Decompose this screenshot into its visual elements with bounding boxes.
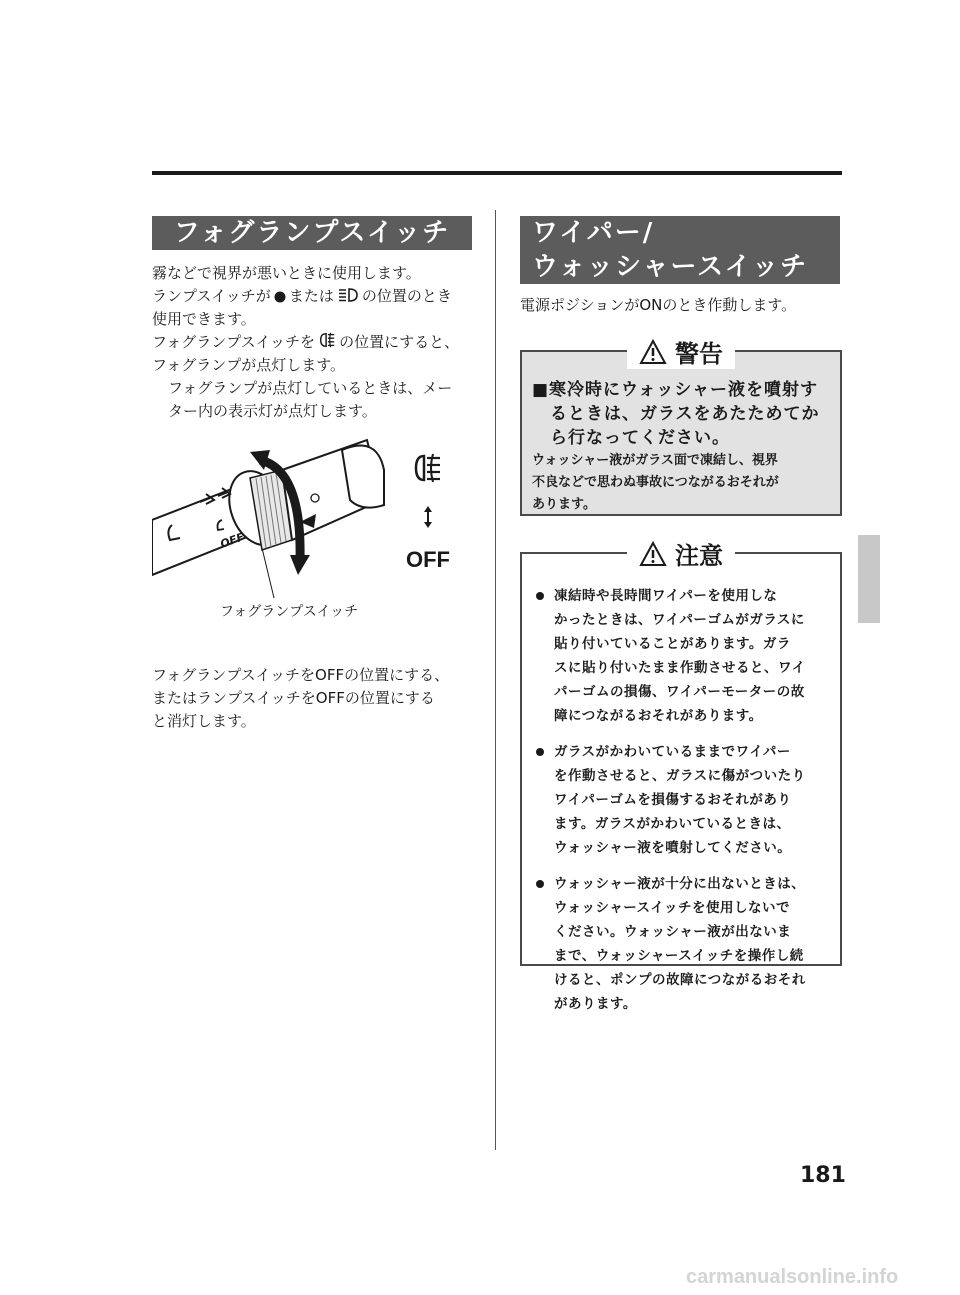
figure-caption: フォグランプスイッチ bbox=[220, 604, 359, 620]
section-heading-line: ウォッシャースイッチ bbox=[532, 252, 809, 282]
warning-title-text: 警告 bbox=[675, 340, 723, 368]
warning-body-line: あります。 bbox=[532, 497, 596, 512]
intro-line-with-icons bbox=[152, 285, 482, 308]
wiper-intro bbox=[520, 294, 840, 317]
caution-line: 貼り付いていることがあります。ガラ bbox=[554, 636, 791, 652]
bullet-icon bbox=[536, 748, 544, 756]
intro-note-line: フォグランプが点灯しているときは、メー bbox=[168, 379, 453, 397]
caution-line: ガラスがかわいているままでワイパー bbox=[554, 744, 791, 760]
outro-line: フォグランプスイッチをOFFの位置にする、 bbox=[152, 666, 450, 684]
intro-note-line: ター内の表示灯が点灯します。 bbox=[168, 402, 377, 420]
caution-line: ます。ガラスがかわいているときは、 bbox=[554, 816, 791, 832]
caution-line: があります。 bbox=[554, 996, 637, 1012]
outro-line: と消灯します。 bbox=[152, 712, 256, 730]
caution-line: ウォッシャー液が十分に出ないときは、 bbox=[554, 876, 806, 892]
headlight-icon bbox=[337, 287, 359, 303]
warning-heading-line: るときは、ガラスをあたためてか bbox=[550, 404, 820, 424]
section-heading-text: フォグランプスイッチ bbox=[173, 218, 451, 248]
filled-circle-icon bbox=[274, 291, 286, 303]
warning-box bbox=[520, 340, 842, 516]
caution-content bbox=[530, 584, 834, 1028]
intro-text: フォグランプスイッチを bbox=[152, 333, 316, 351]
dial-off-label: OFF bbox=[218, 530, 246, 551]
caution-line: 障につながるおそれがあります。 bbox=[554, 708, 763, 724]
fog-lamp-intro bbox=[152, 262, 482, 423]
caution-line: まで、ウォッシャースイッチを操作し続 bbox=[554, 948, 804, 964]
wiper-intro-line: 電源ポジションがONのとき作動します。 bbox=[520, 296, 797, 314]
caution-line: 凍結時や長時間ワイパーを使用しな bbox=[554, 588, 778, 604]
warning-heading-line: ■寒冷時にウォッシャー液を噴射す bbox=[532, 380, 819, 400]
caution-line: パーゴムの損傷、ワイパーモーターの故 bbox=[554, 684, 805, 700]
intro-text: の位置にすると、 bbox=[339, 333, 460, 351]
watermark: carmanualsonline.info bbox=[686, 1266, 899, 1288]
fog-lamp-outro bbox=[152, 664, 482, 733]
caution-title bbox=[627, 536, 735, 571]
caution-line: ウォッシャースイッチを使用しないで bbox=[554, 900, 790, 916]
warning-heading-line: ら行なってください。 bbox=[550, 428, 730, 448]
intro-text: または bbox=[288, 287, 334, 305]
caution-line: けると、ポンプの故障につながるおそれ bbox=[554, 972, 806, 988]
section-heading-line: ワイパー/ bbox=[532, 218, 655, 248]
caution-title-text: 注意 bbox=[675, 542, 723, 570]
warning-body-line: ウォッシャー液がガラス面で凍結し、視界 bbox=[532, 453, 778, 468]
section-heading-wiper-washer bbox=[520, 216, 840, 284]
intro-line: 使用できます。 bbox=[152, 310, 256, 328]
intro-line: 霧などで視界が悪いときに使用します。 bbox=[152, 264, 421, 282]
warning-triangle-icon bbox=[639, 541, 667, 567]
caution-box bbox=[520, 542, 842, 1012]
caution-line: かったときは、ワイパーゴムがガラスに bbox=[554, 612, 805, 628]
outro-line: またはランプスイッチをOFFの位置にする bbox=[152, 689, 435, 707]
caution-line: を作動させると、ガラスに傷がついたり bbox=[554, 768, 806, 784]
column-divider bbox=[495, 210, 496, 1150]
intro-text: ランプスイッチが bbox=[152, 287, 271, 305]
warning-body-line: 不良などで思わぬ事故につながるおそれが bbox=[532, 475, 779, 490]
caution-item bbox=[530, 584, 834, 728]
caution-item bbox=[530, 872, 834, 1016]
double-arrow-icon bbox=[424, 506, 432, 528]
section-side-tab bbox=[858, 535, 880, 623]
top-rule bbox=[152, 171, 842, 175]
section-heading-fog-lamp bbox=[152, 216, 472, 250]
caution-line: スに貼り付いたまま作動させると、ワイ bbox=[554, 660, 806, 676]
intro-text: の位置のとき bbox=[361, 287, 452, 305]
intro-line: フォグランプが点灯します。 bbox=[152, 356, 346, 374]
bullet-icon bbox=[536, 880, 544, 888]
warning-triangle-icon bbox=[639, 339, 667, 365]
fog-lamp-icon bbox=[318, 331, 336, 349]
bullet-icon bbox=[536, 592, 544, 600]
off-position-label: OFF bbox=[406, 547, 450, 572]
caution-line: ワイパーゴムを損傷するおそれがあり bbox=[554, 792, 792, 808]
caution-line: ください。ウォッシャー液が出ないま bbox=[554, 924, 792, 940]
caution-line: ウォッシャー液を噴射してください。 bbox=[554, 840, 792, 856]
warning-content bbox=[532, 378, 832, 516]
warning-title bbox=[627, 334, 735, 369]
stalk-drawing bbox=[152, 430, 482, 630]
fog-lamp-icon bbox=[416, 454, 440, 482]
fog-lamp-switch-illustration bbox=[152, 430, 482, 630]
intro-line-with-icon bbox=[152, 331, 482, 354]
caution-item bbox=[530, 740, 834, 860]
page-number: 181 bbox=[800, 1163, 846, 1188]
